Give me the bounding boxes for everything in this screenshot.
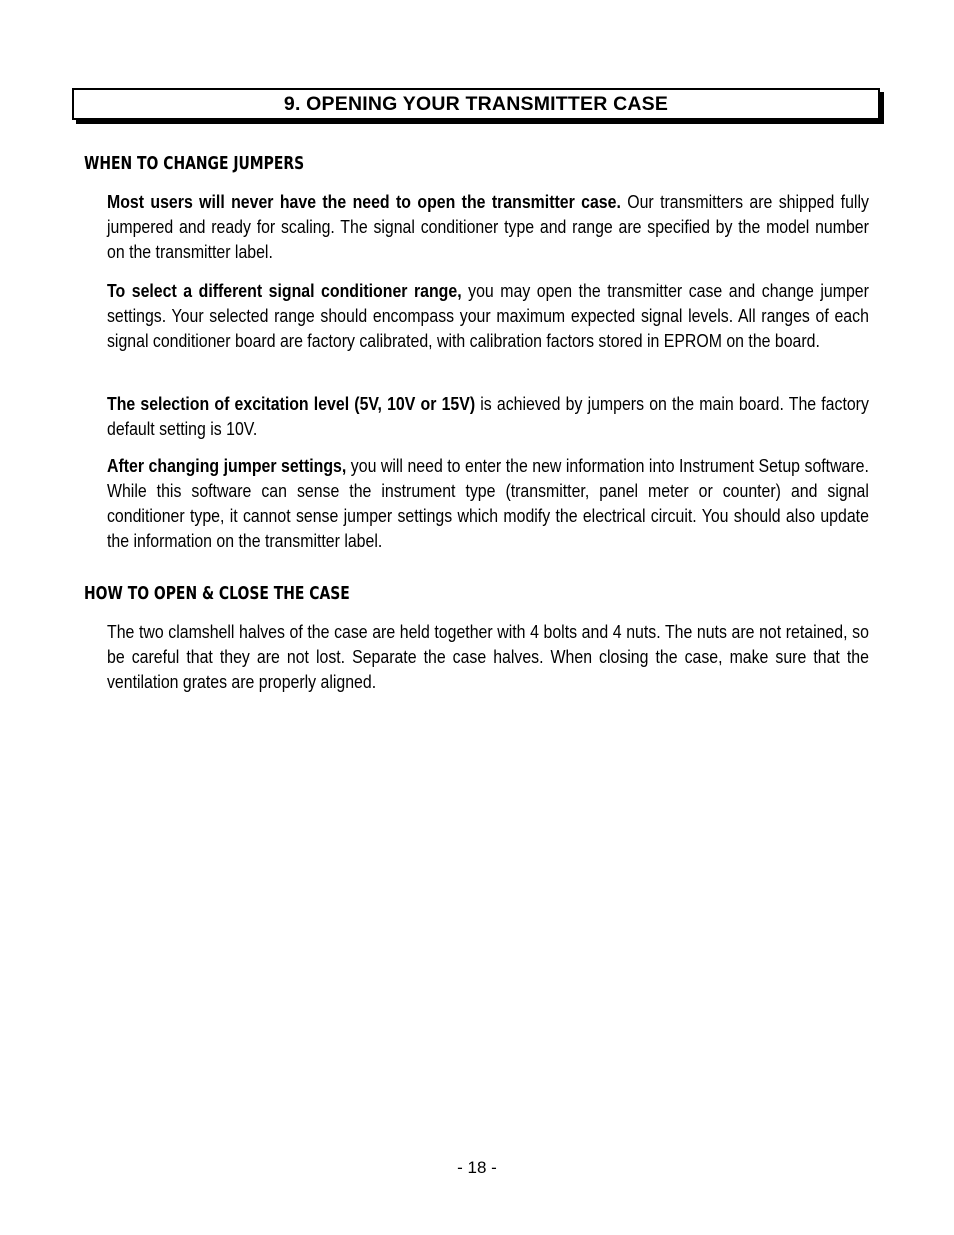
heading-open-close-case: HOW TO OPEN & CLOSE THE CASE <box>84 583 350 604</box>
paragraph-body: you may open the transmitter case and change jumper settings. Your selected range should encompass your maximum expected signal levels. All ranges of each signal conditioner board are factory calibrated, with calibration factors stored in EPROM on the board. <box>107 280 869 351</box>
page-title: 9. OPENING YOUR TRANSMITTER CASE <box>283 92 669 115</box>
paragraph-clamshell-case <box>107 619 869 694</box>
paragraph-open-case-note <box>107 189 869 264</box>
paragraph-after-jumper-change <box>107 453 869 553</box>
paragraph-signal-range <box>107 278 869 353</box>
paragraph-excitation-level <box>107 391 869 441</box>
paragraph-lead: To select a different signal conditioner range, <box>107 280 462 301</box>
paragraph-body: you will need to enter the new information into Instrument Setup software. While this software can sense the instrument type (transmitter, panel meter or counter) and signal conditioner type, it cannot sense jumper settings which modify the electrical circuit. You should also update the information on the transmitter label. <box>107 455 869 551</box>
paragraph-lead: The selection of excitation level (5V, 10V or 15V) <box>107 393 476 414</box>
paragraph-body: The two clamshell halves of the case are held together with 4 bolts and 4 nuts. The nuts are not retained, so be careful that they are not lost. Separate the case halves. When closing the case, make sure that the ventilation grates are properly aligned. <box>107 621 869 692</box>
heading-when-to-change-jumpers: WHEN TO CHANGE JUMPERS <box>84 153 305 174</box>
page-number: - 18 - <box>457 1158 497 1177</box>
paragraph-body: is achieved by jumpers on the main board. The factory default setting is 10V. <box>107 393 869 439</box>
paragraph-body: Our transmitters are shipped fully jumpered and ready for scaling. The signal conditioner type and range are specified by the model number on the transmitter label. <box>107 191 869 262</box>
paragraph-lead: After changing jumper settings, <box>107 455 347 476</box>
section-title-box <box>72 88 880 120</box>
paragraph-lead: Most users will never have the need to open the transmitter case. <box>107 191 621 212</box>
